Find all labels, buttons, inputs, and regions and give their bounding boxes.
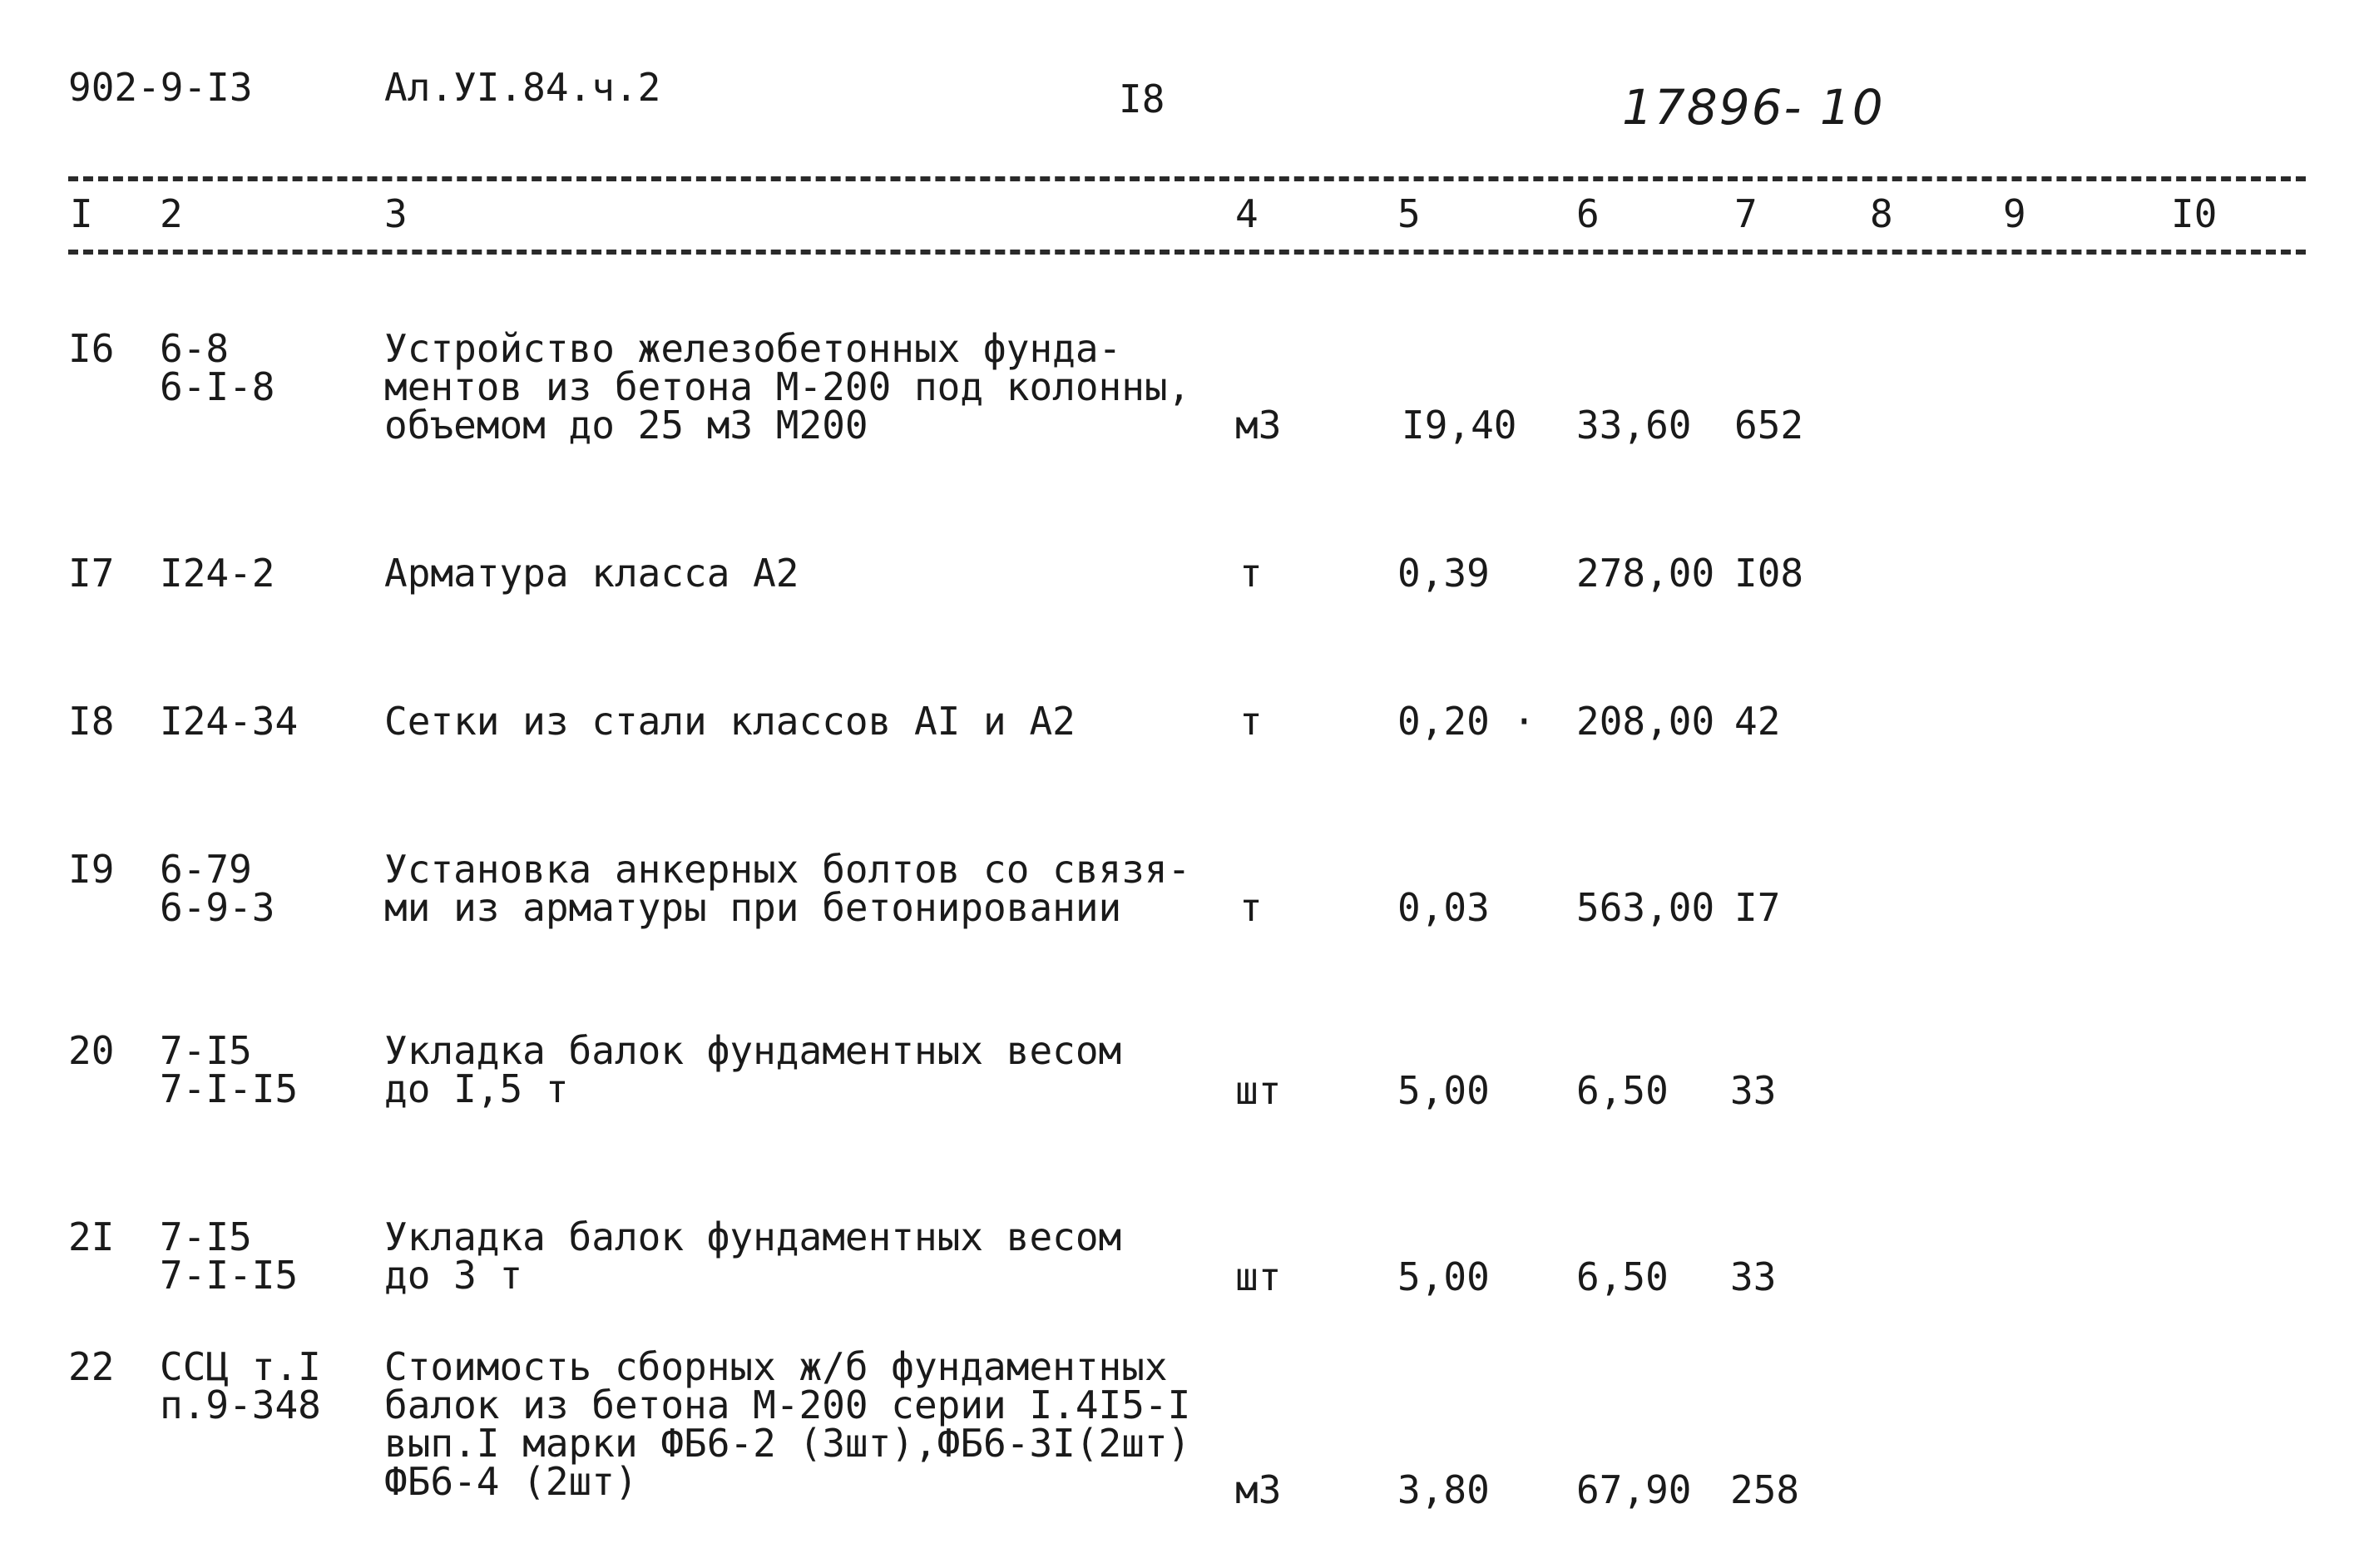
column-header: 8 [1870,191,1893,236]
unit-price: 67,90 [1576,1467,1692,1512]
quantity: 5,00 [1397,1068,1490,1113]
unit: м3 [1235,1467,1282,1512]
row-number: I6 [68,326,115,371]
row-number: I9 [68,847,115,892]
unit: т [1239,551,1263,596]
table-header-rule [68,250,2306,255]
total-cost: 33 [1730,1254,1777,1299]
unit: м3 [1235,403,1282,448]
total-cost: 42 [1734,699,1781,744]
row-number: 22 [68,1344,115,1389]
norm-code: 6-79 6-9-3 [160,847,275,930]
total-cost: I7 [1734,885,1781,930]
work-description: Сетки из стали классов АI и А2 [384,699,1076,744]
unit-price: 6,50 [1576,1254,1669,1299]
work-description: Укладка балок фундаментных весом до 3 т [384,1214,1122,1298]
quantity: 0,20 · [1397,699,1536,744]
album-reference: Ал.УI.84.ч.2 [384,65,661,110]
column-header: I0 [2171,191,2218,236]
column-header: 2 [160,191,183,236]
norm-code: 7-I5 7-I-I5 [160,1028,299,1111]
total-cost: I08 [1734,551,1804,596]
document-code: 902-9-I3 [68,65,253,110]
total-cost: 258 [1730,1467,1800,1512]
total-cost: 33 [1730,1068,1777,1113]
unit-price: 33,60 [1576,403,1692,448]
unit: т [1239,699,1263,744]
norm-code: I24-2 [160,551,275,596]
column-header: 7 [1734,191,1758,236]
norm-code: 7-I5 7-I-I5 [160,1214,299,1298]
row-number: I8 [68,699,115,744]
column-header: 3 [384,191,408,236]
handwritten-number: 17896- 10 [1622,79,1885,136]
unit-price: 6,50 [1576,1068,1669,1113]
column-header: 4 [1235,191,1259,236]
column-header: I [70,191,93,236]
unit-price: 208,00 [1576,699,1715,744]
row-number: I7 [68,551,115,596]
row-number: 2I [68,1214,115,1259]
unit: шт [1235,1068,1282,1113]
table-top-rule [68,176,2306,181]
norm-code: I24-34 [160,699,299,744]
work-description: Устройство железобетонных фунда- ментов из бетона М-200 под колонны, объемом до 25 м3 М200 [384,326,1191,448]
unit: шт [1235,1254,1282,1299]
quantity: 0,39 [1397,551,1490,596]
unit-price: 563,00 [1576,885,1715,930]
total-cost: 652 [1734,403,1804,448]
column-header: 6 [1576,191,1600,236]
work-description: Укладка балок фундаментных весом до I,5 т [384,1028,1122,1111]
work-description: Арматура класса А2 [384,551,799,596]
column-header: 9 [2003,191,2026,236]
norm-code: 6-8 6-I-8 [160,326,275,409]
page-number: I8 [1119,77,1165,121]
quantity: 3,80 [1397,1467,1490,1512]
quantity: I9,40 [1402,403,1517,448]
quantity: 0,03 [1397,885,1490,930]
column-header: 5 [1397,191,1421,236]
work-description: Установка анкерных болтов со связя- ми из арматуры при бетонировании [384,847,1191,930]
row-number: 20 [68,1028,115,1073]
work-description: Стоимость сборных ж/б фундаментных балок из бетона М-200 серии I.4I5-I вып.I марки ФБ6-2 (3шт),ФБ6-3I(2шт) ФБ6-4 (2шт) [384,1344,1191,1504]
unit-price: 278,00 [1576,551,1715,596]
quantity: 5,00 [1397,1254,1490,1299]
unit: т [1239,885,1263,930]
norm-code: ССЦ т.I п.9-348 [160,1344,321,1427]
